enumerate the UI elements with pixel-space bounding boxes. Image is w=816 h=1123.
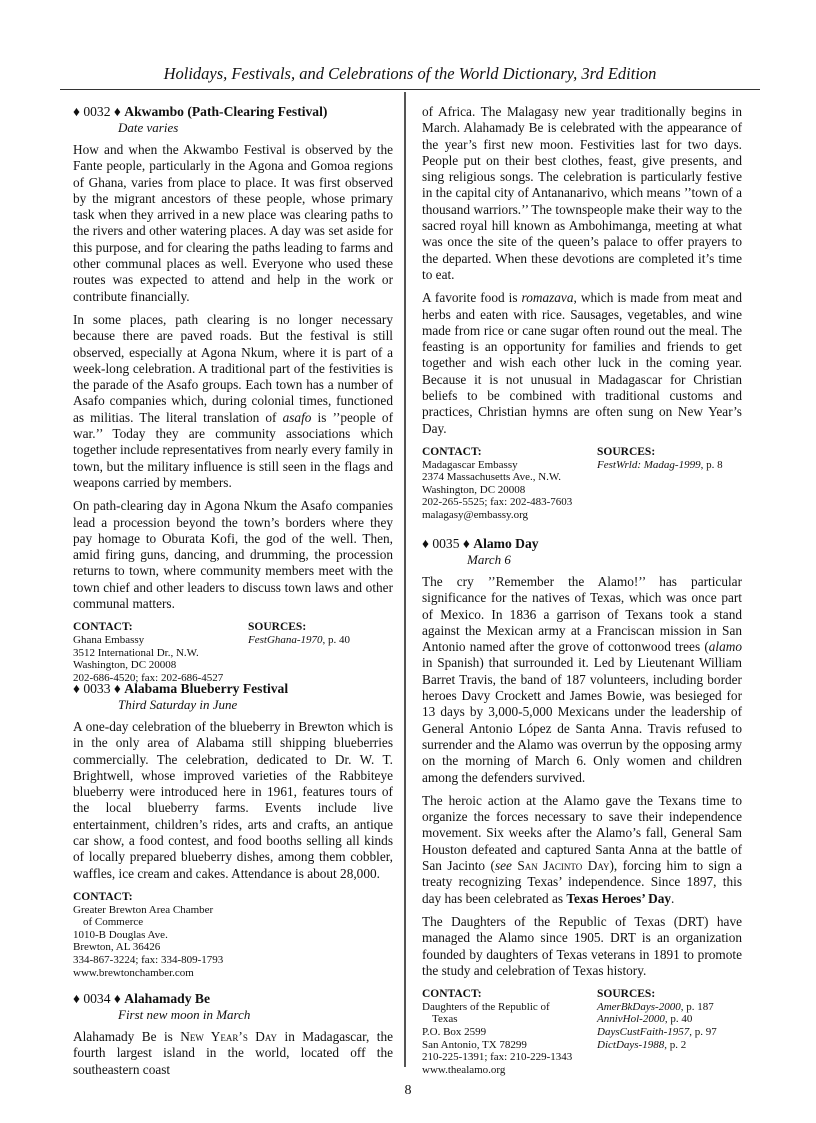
source-page: , p. 40	[664, 1013, 693, 1026]
contact-line: www.brewtonchamber.com	[73, 966, 194, 979]
contact-sources-block	[422, 446, 742, 522]
entry-heading	[422, 535, 742, 552]
source-page: , p. 97	[689, 1025, 717, 1038]
contact-line: Washington, DC 20008	[73, 659, 177, 672]
text-segment: A favorite food is	[422, 290, 522, 306]
sources-label: SOURCES:	[597, 445, 656, 458]
source-item	[597, 1001, 742, 1014]
text-segment: San Jacinto Day	[517, 858, 610, 874]
source-page: , p. 2	[664, 1038, 687, 1051]
text-segment: The Daughters of the Republic of Texas (DRT) have managed the Alamo since 1905. DRT is an organization founded by daughters of Texas veterans in 1891 to promote the study and celebration of Texas history.	[422, 913, 742, 978]
text-segment: Texas Heroes’ Day	[566, 890, 672, 906]
header-rule	[60, 89, 760, 90]
entry-paragraph	[422, 290, 742, 437]
source-item	[597, 1039, 742, 1052]
contact-line: Washington, DC 20008	[422, 483, 526, 496]
dictionary-entry	[422, 104, 742, 522]
contact-line: Greater Brewton Area Chamber	[73, 903, 214, 916]
contact-sources-block	[422, 988, 742, 1076]
sources-block	[597, 988, 742, 1076]
entry-number: ♦ 0032 ♦	[73, 104, 125, 119]
dictionary-entry	[73, 990, 393, 1085]
text-segment: alamo	[708, 639, 742, 655]
contact-line: malagasy@embassy.org	[422, 508, 529, 521]
contact-line: P.O. Box 2599	[422, 1025, 487, 1038]
contact-line: 2374 Massachusetts Ave., N.W.	[422, 471, 562, 484]
dictionary-entry	[73, 680, 393, 979]
text-segment: is ’’people of war.’’ Today they are community associations which together include representatives from nearly every family in town, but the military influence is still seen in the flags and weapons carried by members.	[73, 409, 394, 490]
contact-line: Daughters of the Republic of	[422, 1000, 550, 1013]
text-segment: romazava	[521, 290, 574, 306]
text-segment: .	[671, 890, 675, 906]
entry-paragraph	[73, 498, 393, 612]
text-segment: of Africa. The Malagasy new year traditionally begins in March. Alahamady Be is celebrated with the appearance of the year’s first new moon. Festivities last for two days. People put on their best clothes, feast, give presents, and sing religious songs. The celebration is particularly festive in the capital city of Antananarivo, which means ’’town of a thousand warriors.’’ The townspeople make their way to the sacred royal hill known as Ambohimanga, meeting at what was once the site of the queen’s palace to offer prayers to the departed. When these devotions are completed it’s time to eat.	[422, 104, 742, 282]
contact-label: CONTACT:	[73, 621, 133, 634]
entry-date: March 6	[467, 552, 511, 567]
source-title: FestWrld: Madag-1999	[597, 458, 701, 471]
entry-date: Third Saturday in June	[118, 697, 238, 712]
source-title: DictDays-1988	[597, 1038, 665, 1051]
contact-line: 3512 International Dr., N.W.	[73, 646, 199, 659]
contact-line: 210-225-1391; fax: 210-229-1343	[422, 1051, 573, 1064]
contact-line: of Commerce	[83, 916, 144, 929]
text-segment: asafo	[282, 409, 312, 425]
entry-paragraph	[422, 914, 742, 979]
sources-label: SOURCES:	[248, 621, 307, 634]
text-segment: see	[494, 858, 512, 874]
contact-line: www.thealamo.org	[422, 1063, 506, 1076]
contact-label: CONTACT:	[73, 890, 133, 903]
contact-block	[73, 891, 248, 979]
source-page: , p. 187	[680, 1000, 714, 1013]
source-item	[248, 634, 393, 647]
entry-number: ♦ 0034 ♦	[73, 991, 125, 1006]
contact-line: 202-686-4520; fax: 202-686-4527	[73, 671, 224, 684]
contact-line: 334-867-3224; fax: 334-809-1793	[73, 953, 224, 966]
contact-line: Madagascar Embassy	[422, 458, 518, 471]
column-divider	[404, 92, 406, 1067]
source-title: DaysCustFaith-1957	[597, 1025, 690, 1038]
entry-paragraph	[422, 574, 742, 786]
entry-paragraph	[422, 104, 742, 283]
text-segment: ), forcing him to sign a treaty recognizing Texas’ independence. Since 1897, this day has been celebrated as	[422, 858, 743, 906]
text-segment: A one-day celebration of the blueberry in Brewton which is in the only area of Alabama still shipping blueberries commercially. The celebration, dedicated to Dr. W. T. Brightwell, whose improved varieties of the Rabbiteye blueberry were introduced here in 1961, features tours of the local blueberry farms. Events include live entertainment, children’s rides, arts and crafts, an antique car show, a food contest, and food booths selling all kinds of locally prepared blueberry dishes, among them cobbler, waffles, ice cream and cakes. Attendance is about 28,000.	[73, 719, 393, 881]
text-segment: Alahamady Be is	[73, 1029, 181, 1044]
entry-heading	[73, 680, 393, 697]
contact-block	[422, 446, 597, 522]
text-segment: On path-clearing day in Agona Nkum the Asafo companies lead a procession beyond the town’s borders where they pay homage to Oburata Kofi, the god of the well. Then, amid firing guns, dancing, and drumming, the procession returns to town, where community members meet with the town chief and other leaders to discuss town laws and other communal matters.	[73, 498, 393, 612]
text-segment: in Spanish) that surrounded it. Led by Lieutenant William Barret Travis, the band of 187 volunteers, including border heroes Davy Crockett and James Bowie, was besieged for 13 days by 3,000-5,000 Mexicans under the leadership of General Antonio López de Santa Anna. Travis refused to surrender and the Alamo was overrun by the opposing army on the morning of March 6. Only women and children among the defenders survived.	[422, 655, 742, 785]
entry-date: Date varies	[118, 120, 179, 135]
entry-title: Akwambo (Path-Clearing Festival)	[124, 104, 328, 119]
contact-sources-block	[73, 891, 393, 979]
entry-paragraph	[73, 719, 393, 882]
entry-date: First new moon in March	[118, 1007, 251, 1022]
source-title: AmerBkDays-2000	[597, 1000, 681, 1013]
entry-heading	[73, 990, 393, 1007]
source-item	[597, 1026, 742, 1039]
contact-line: 202-265-5525; fax: 202-483-7603	[422, 496, 573, 509]
text-segment: In some places, path clearing is no longer necessary because there are paved roads. But the festival is still observed, especially at Agona Nkum, where it is part of a week-long celebration. A traditional part of the festivities is the parade of the Asafo groups. Each town has a number of Asafo companies which, during colonial times, functioned as militias. The literal translation of	[73, 311, 393, 425]
text-segment: How and when the Akwambo Festival is observed by the Fante people, particularly in the Agona and Gomoa regions of Ghana, varies from place to place. It was first observed by the migrant ancestors of these people, whose primary task when they arrived in a new place was clearing paths to the rivers and other watering places. A day was set aside for this purpose, and for clearing the paths leading to farms and other communal places as well. Everyone who used these routes was expected to attend and help in the work or contribute financially.	[73, 142, 393, 304]
text-segment: The cry ’’Remember the Alamo!’’ has particular significance for the natives of Texas, which was once part of Mexico. In 1836 a garrison of Texans took a stand against the Mexican army at a Franciscan mission in San Antonio named after the grove of cottonwood trees (	[422, 574, 742, 655]
contact-label: CONTACT:	[422, 445, 482, 458]
entry-title: Alahamady Be	[124, 991, 210, 1006]
text-segment: New Year’s Day	[180, 1029, 278, 1044]
contact-line: Brewton, AL 36426	[73, 941, 161, 954]
entry-paragraph	[73, 1029, 393, 1078]
contact-label: CONTACT:	[422, 988, 482, 1001]
page-number: 8	[404, 1083, 412, 1098]
contact-block	[73, 621, 248, 684]
text-segment: , which is made from meat and herbs and eaten with rice. Sausages, vegetables, and wine made from rice or cane sugar often round out the meal. The feasting is an opportunity for families and friends to get together and wish each other luck in the coming year. Because it is not unusual in Madagascar for Christian beliefs to be combined with traditional customs and practices, Christian hymns are often sung on New Year’s Day.	[422, 290, 742, 436]
sources-label: SOURCES:	[597, 988, 656, 1001]
entry-paragraph	[73, 312, 393, 491]
entry-number: ♦ 0033 ♦	[73, 681, 125, 696]
entry-number: ♦ 0035 ♦	[422, 536, 474, 551]
text-segment: in Madagascar, the fourth largest island in the world, located off the southeastern coast	[73, 1029, 393, 1077]
source-item	[597, 459, 742, 472]
sources-block	[248, 621, 393, 684]
sources-block	[597, 446, 742, 522]
source-page: , p. 8	[700, 458, 723, 471]
contact-line: 1010-B Douglas Ave.	[73, 928, 168, 941]
source-title: FestGhana-1970	[248, 633, 323, 646]
contact-sources-block	[73, 621, 393, 684]
entry-heading	[73, 103, 393, 120]
entry-paragraph	[73, 142, 393, 305]
source-item	[597, 1013, 742, 1026]
contact-line: San Antonio, TX 78299	[422, 1038, 527, 1051]
text-segment: The heroic action at the Alamo gave the Texans time to organize the forces necessary to save their independence movement. Six weeks after the Alamo’s fall, General Sam Houston defeated and captured Santa Anna at the battle of San Jacinto (	[422, 792, 742, 874]
contact-line: Texas	[432, 1013, 458, 1026]
contact-line: Ghana Embassy	[73, 633, 145, 646]
entry-title: Alabama Blueberry Festival	[124, 681, 289, 696]
dictionary-entry	[73, 103, 393, 684]
dictionary-entry	[422, 535, 742, 1076]
entry-paragraph	[422, 793, 742, 907]
contact-block	[422, 988, 597, 1076]
running-header-title: Holidays, Festivals, and Celebrations of the World Dictionary, 3rd Edition	[163, 64, 657, 83]
source-title: AnnivHol-2000	[597, 1013, 665, 1026]
entry-title: Alamo Day	[473, 536, 539, 551]
source-page: , p. 40	[322, 633, 351, 646]
